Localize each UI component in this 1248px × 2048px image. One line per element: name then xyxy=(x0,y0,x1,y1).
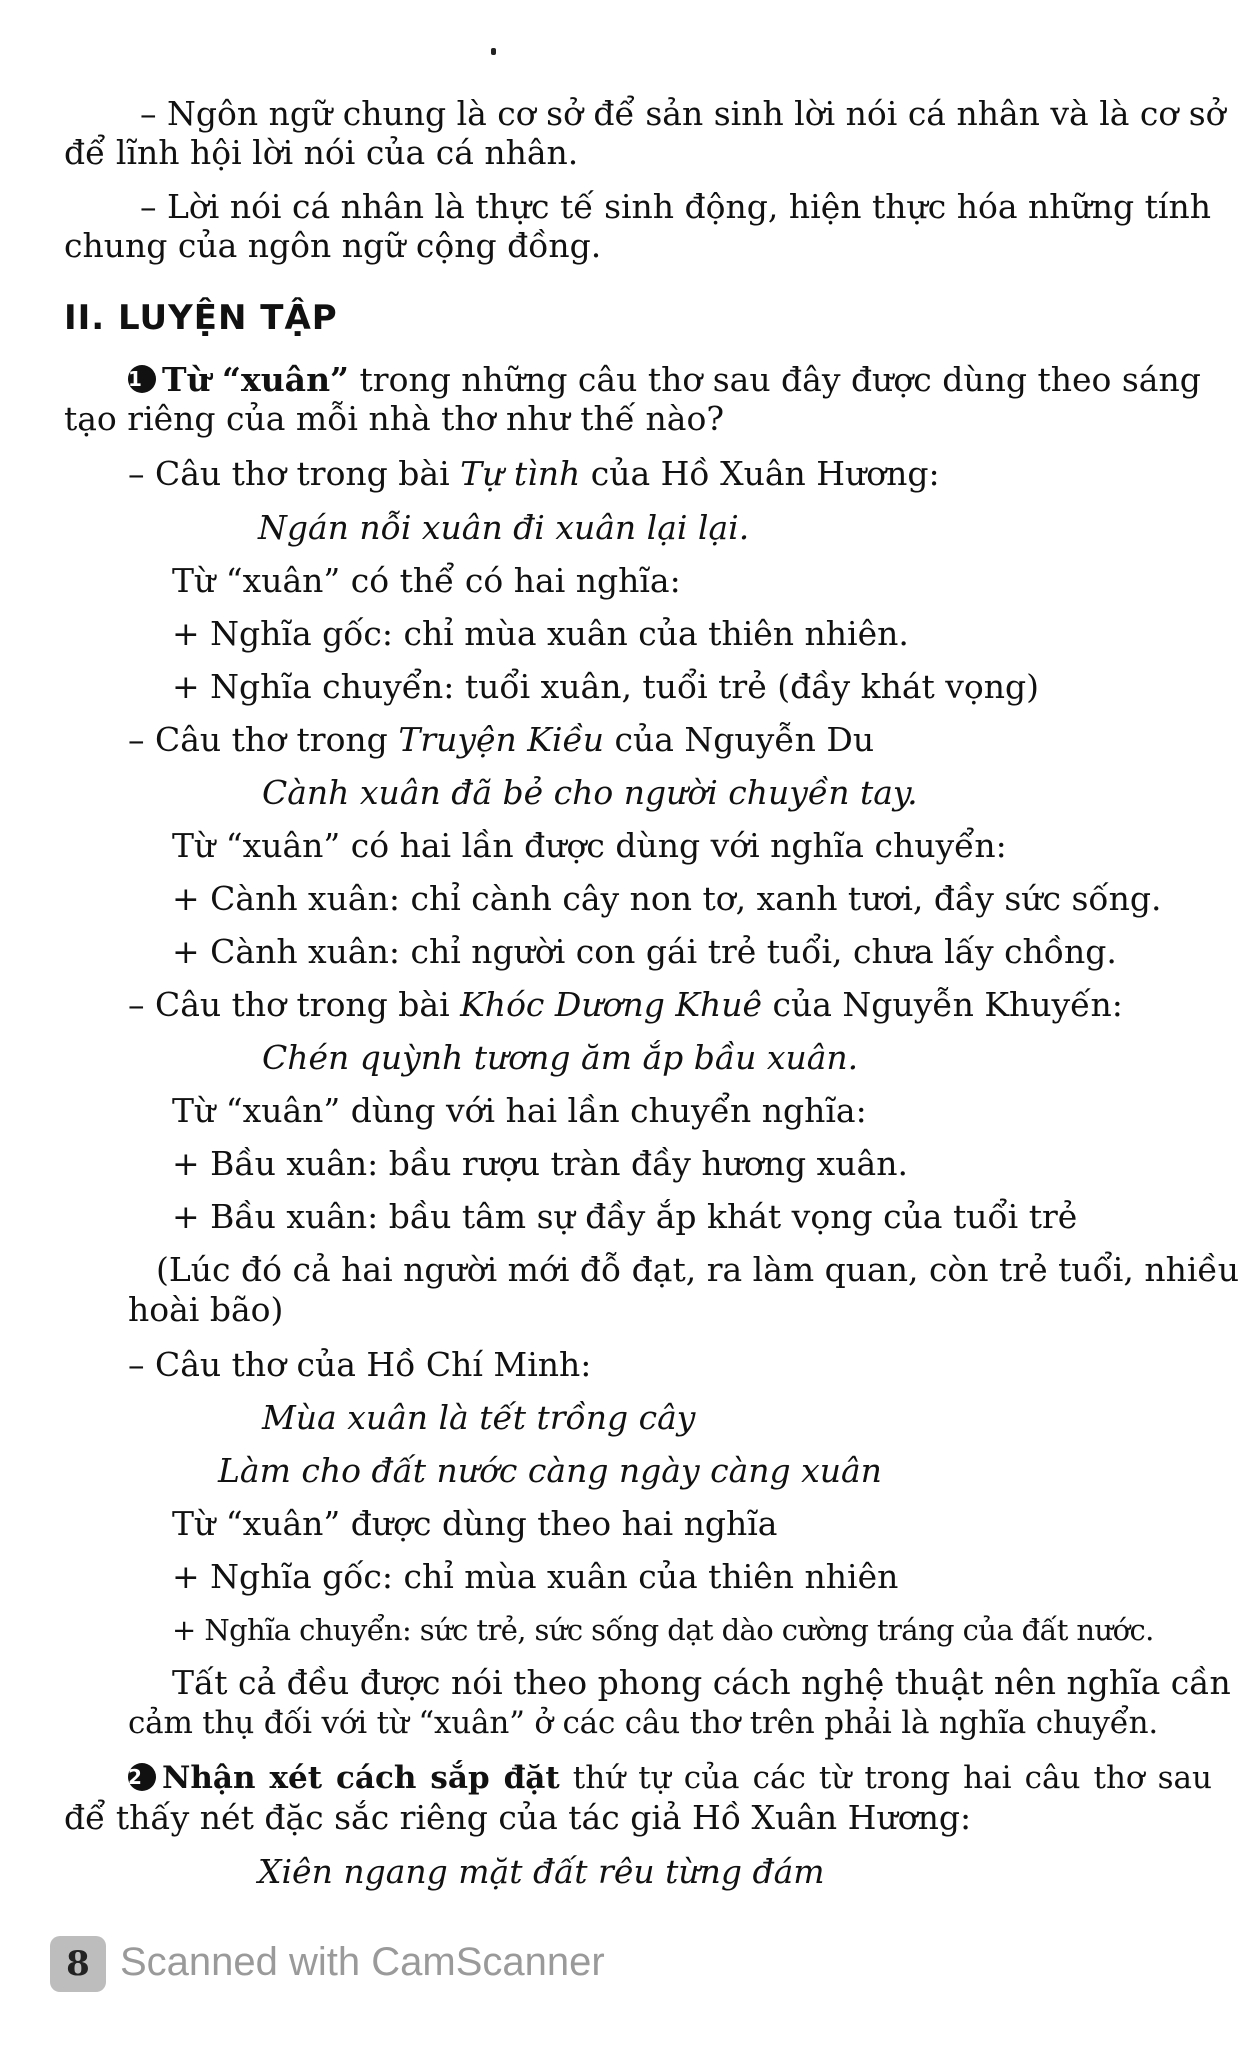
ex1-b-line-2: + Cành xuân: chỉ cành cây non tơ, xanh tươi, đầy sức sống. xyxy=(172,879,1162,918)
camscanner-watermark: Scanned with CamScanner xyxy=(120,1940,605,1984)
intro-line-2: để lĩnh hội lời nói của cá nhân. xyxy=(64,133,579,172)
ex1-c-verse: Chén quỳnh tương ăm ắp bầu xuân. xyxy=(262,1038,859,1077)
ex1-d-verse-1: Mùa xuân là tết trồng cây xyxy=(262,1398,696,1437)
ex1-b-line-1: Từ “xuân” có hai lần được dùng với nghĩa chuyển: xyxy=(172,826,1007,865)
ex1-b-verse: Cành xuân đã bẻ cho người chuyền tay. xyxy=(262,773,918,812)
ex1-summary-line-1: Tất cả đều được nói theo phong cách nghệ thuật nên nghĩa cần xyxy=(172,1663,1231,1702)
ex2-question-line-2: để thấy nét đặc sắc riêng của tác giả Hồ Xuân Hương: xyxy=(64,1798,972,1837)
ex2-question-text: thứ tự của các từ trong hai câu thơ sau xyxy=(559,1760,1212,1796)
ex2-verse: Xiên ngang mặt đất rêu từng đám xyxy=(258,1852,825,1891)
ex1-c-line-4: (Lúc đó cả hai người mới đỗ đạt, ra làm quan, còn trẻ tuổi, nhiều xyxy=(156,1250,1239,1289)
page-number: 8 xyxy=(50,1936,106,1992)
ex1-d-verse-2: Làm cho đất nước càng ngày càng xuân xyxy=(218,1451,882,1490)
ex1-d-line-1: Từ “xuân” được dùng theo hai nghĩa xyxy=(172,1504,778,1543)
ex1-c-line-3: + Bầu xuân: bầu tâm sự đầy ắp khát vọng của tuổi trẻ xyxy=(172,1197,1078,1236)
ex1-a-line-2: + Nghĩa gốc: chỉ mùa xuân của thiên nhiên. xyxy=(172,614,909,653)
ex1-b-pre: – Câu thơ trong xyxy=(128,720,399,759)
ex1-b-intro xyxy=(128,720,874,760)
section-heading: II. LUYỆN TẬP xyxy=(64,298,338,338)
ex1-d-line-2: + Nghĩa gốc: chỉ mùa xuân của thiên nhiên xyxy=(172,1557,899,1596)
ex1-b-post: của Nguyễn Du xyxy=(604,720,875,759)
ex1-a-title: Tự tình xyxy=(460,454,581,493)
ex1-c-post: của Nguyễn Khuyến: xyxy=(762,985,1123,1024)
ex1-c-title: Khóc Dương Khuê xyxy=(460,985,763,1024)
ex1-d-line-3: + Nghĩa chuyển: sức trẻ, sức sống dạt dào cường tráng của đất nước. xyxy=(172,1613,1154,1647)
camscanner-footer xyxy=(50,1932,605,1992)
ex1-summary-line-2: cảm thụ đối với từ “xuân” ở các câu thơ trên phải là nghĩa chuyển. xyxy=(128,1705,1159,1741)
intro-line-1: – Ngôn ngữ chung là cơ sở để sản sinh lời nói cá nhân và là cơ sở xyxy=(140,94,1226,133)
ex1-d-intro: – Câu thơ của Hồ Chí Minh: xyxy=(128,1345,592,1384)
ex1-a-verse: Ngán nỗi xuân đi xuân lại lại. xyxy=(258,508,750,547)
ex1-number-badge: 1 xyxy=(128,365,156,393)
ex1-a-line-3: + Nghĩa chuyển: tuổi xuân, tuổi trẻ (đầy khát vọng) xyxy=(172,667,1040,706)
ex1-c-pre: – Câu thơ trong bài xyxy=(128,985,461,1024)
ex2-question-line-1 xyxy=(128,1758,1212,1798)
ex1-a-line-1: Từ “xuân” có thể có hai nghĩa: xyxy=(172,561,681,600)
ex1-b-line-3: + Cành xuân: chỉ người con gái trẻ tuổi, chưa lấy chồng. xyxy=(172,932,1117,971)
ex1-question-line-2: tạo riêng của mỗi nhà thơ như thế nào? xyxy=(64,399,725,438)
ex1-b-title: Truyện Kiều xyxy=(398,720,605,759)
ex1-keyword: Từ “xuân” xyxy=(162,360,350,399)
ex2-number-badge: 2 xyxy=(128,1763,156,1791)
ex1-a-post: của Hồ Xuân Hương: xyxy=(580,454,940,493)
intro-line-3: – Lời nói cá nhân là thực tế sinh động, hiện thực hóa những tính xyxy=(140,187,1211,226)
ex2-keyword: Nhận xét cách sắp đặt xyxy=(162,1760,560,1796)
ex1-question-line-1 xyxy=(128,360,1201,400)
scan-speck xyxy=(491,48,496,55)
ex1-a-intro xyxy=(128,454,940,494)
ex1-a-pre: – Câu thơ trong bài xyxy=(128,454,461,493)
ex1-question-text: trong những câu thơ sau đây được dùng theo sáng xyxy=(349,360,1201,399)
ex1-c-intro xyxy=(128,985,1123,1025)
intro-line-4: chung của ngôn ngữ cộng đồng. xyxy=(64,226,602,265)
ex1-c-line-5: hoài bão) xyxy=(128,1290,284,1329)
ex1-c-line-1: Từ “xuân” dùng với hai lần chuyển nghĩa: xyxy=(172,1091,867,1130)
ex1-c-line-2: + Bầu xuân: bầu rượu tràn đầy hương xuân. xyxy=(172,1144,908,1183)
